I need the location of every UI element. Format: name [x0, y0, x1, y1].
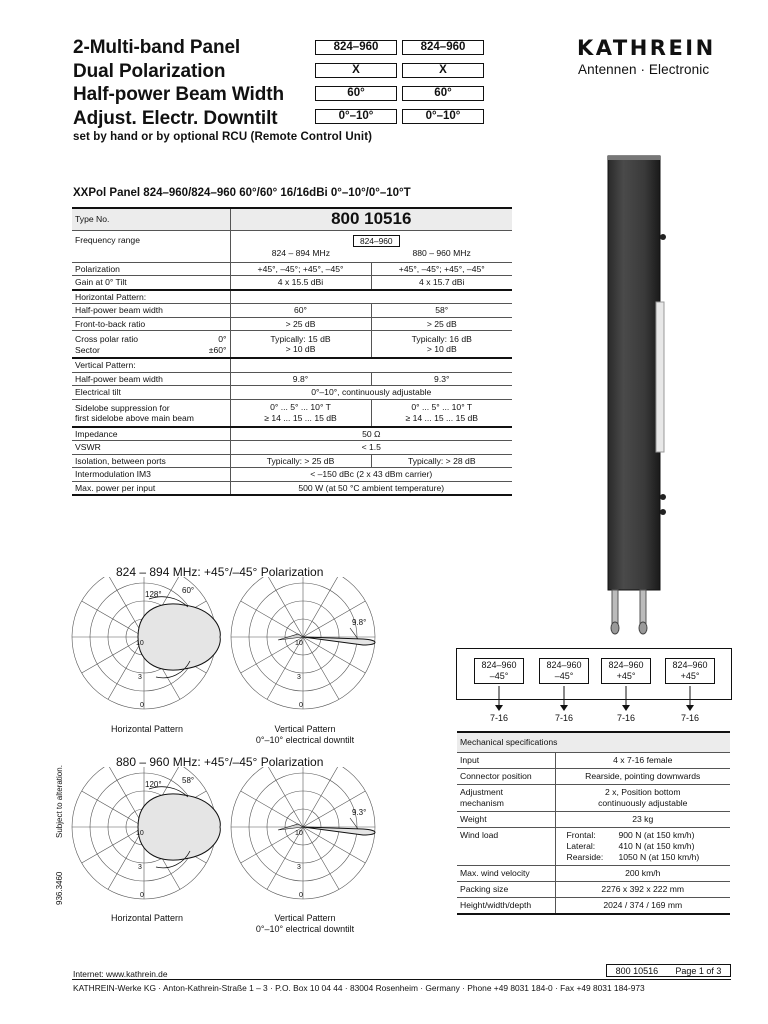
- polarization-value-1: X: [315, 63, 397, 78]
- vertical-hpbw-row: Half-power beam width 9.8° 9.3°: [72, 372, 512, 386]
- beamwidth-label: 60°: [182, 586, 195, 595]
- connector-box-1: 824–960 –45°: [474, 658, 524, 684]
- freq-left: 824 – 894 MHz: [271, 248, 331, 259]
- frequency-row: [72, 230, 512, 262]
- scale-label-1: 3: [138, 864, 142, 871]
- freq-box: 824–960: [353, 235, 400, 247]
- beamwidth-label: 9.8°: [352, 618, 367, 627]
- vertical-pattern-heading: Vertical Pattern:: [72, 358, 512, 372]
- connector-box-3: 824–960 +45°: [601, 658, 651, 684]
- footer-divider: [72, 979, 731, 980]
- title-downtilt: Adjust. Electr. Downtilt: [73, 107, 278, 129]
- subtitle: set by hand or by optional RCU (Remote Control Unit): [73, 131, 373, 143]
- electrical-tilt-row: Electrical tilt 0°–10°, continuously adjustable: [72, 386, 512, 400]
- product-line: XXPol Panel 824–960/824–960 60°/60° 16/16dBi 0°–10°/0°–10°T: [73, 187, 411, 199]
- pattern-heading-2: 880 – 960 MHz: +45°/–45° Polarization: [116, 755, 324, 769]
- vertical-pattern-2: [228, 767, 388, 912]
- freq-right: 880 – 960 MHz: [412, 248, 471, 259]
- page-number: Page 1 of 3: [675, 965, 722, 976]
- cross-polar-row: Cross polar ratio 0° Sector ±60° Typically: 15 dB > 10 dB Typically: 16 dB > 10 dB: [72, 331, 512, 359]
- gain-row: Gain at 0° Tilt 4 x 15.5 dBi 4 x 15.7 dBi: [72, 276, 512, 290]
- type-number: 800 10516: [230, 208, 512, 230]
- beamwidth-value-2: 60°: [402, 86, 484, 101]
- vertical-caption-2a: Vertical Pattern: [274, 913, 336, 923]
- intermodulation-row: Intermodulation IM3 < –150 dBc (2 x 43 dBm carrier): [72, 468, 512, 482]
- max-power-row: Max. power per input 500 W (at 50 °C ambient temperature): [72, 481, 512, 495]
- type-row: [72, 208, 512, 230]
- connector-type-1: 7-16: [489, 713, 508, 723]
- scale-label-2: 0: [299, 892, 303, 899]
- title-polarization: Dual Polarization: [73, 60, 226, 82]
- annotation-angle: 120°: [145, 780, 162, 789]
- scale-label-2: 0: [140, 892, 144, 899]
- horizontal-caption-2: Horizontal Pattern: [110, 913, 184, 923]
- beamwidth-value-1: 60°: [315, 86, 397, 101]
- scale-label-1: 3: [297, 674, 301, 681]
- front-to-back-row: Front-to-back ratio > 25 dB > 25 dB: [72, 317, 512, 331]
- vertical-caption-1a: Vertical Pattern: [274, 724, 336, 734]
- connector-box-4: 824–960 +45°: [665, 658, 715, 684]
- mechanical-title: Mechanical specifications: [457, 732, 730, 753]
- internet-link[interactable]: Internet: www.kathrein.de: [73, 969, 168, 979]
- subject-to-alteration-note: Subject to alteration.: [55, 765, 64, 838]
- page-box: [606, 964, 731, 977]
- vertical-pattern-1: [228, 577, 388, 722]
- scale-label-0: 10: [295, 640, 303, 647]
- hpbw-row: Half-power beam width 60° 58°: [72, 304, 512, 318]
- tagline: Antennen · Electronic: [578, 62, 710, 77]
- connector-box-2: 824–960 –45°: [539, 658, 589, 684]
- annotation-angle: 128°: [145, 590, 162, 599]
- connector-type-2: 7-16: [554, 713, 573, 723]
- band-value-1: 824–960: [315, 40, 397, 55]
- scale-label-0: 10: [136, 830, 144, 837]
- beamwidth-label: 58°: [182, 776, 195, 785]
- sidelobe-row: Sidelobe suppression for first sidelobe above main beam 0° ... 5° ... 10° T ≥ 14 ... 15 ... 15 dB 0° ... 5° ... 10° T ≥ 14 ... 15 ... 15 dB: [72, 399, 512, 427]
- doc-number: 800 10516: [615, 965, 659, 976]
- vertical-caption-2b: 0°–10° electrical downtilt: [255, 924, 355, 934]
- company-address: KATHREIN-Werke KG · Anton-Kathrein-Straße 1 – 3 · P.O. Box 10 04 44 · 83004 Rosenheim · Germany · Phone +49 8031 184-0 · Fax +49 8031 184-973: [73, 983, 645, 993]
- downtilt-value-1: 0°–10°: [315, 109, 397, 124]
- beamwidth-label: 9.3°: [352, 808, 367, 817]
- scale-label-1: 3: [297, 864, 301, 871]
- connector-type-4: 7-16: [680, 713, 699, 723]
- isolation-row: Isolation, between ports Typically: > 25 dB Typically: > 28 dB: [72, 454, 512, 468]
- pattern-heading-1: 824 – 894 MHz: +45°/–45° Polarization: [116, 565, 324, 579]
- horizontal-pattern-2: [69, 767, 229, 912]
- antenna-panel-illustration: [598, 152, 678, 644]
- impedance-row: Impedance 50 Ω: [72, 427, 512, 441]
- spec-table: [72, 207, 512, 496]
- mechanical-specs-table: Mechanical specifications Input 4 x 7-16 female Connector position Rearside, pointing downwards Adjustment mechanism 2 x, Position bottom continuously adjustable Weight 23 kg Wind load Frontal: 900 N (at 150 km/h) Lateral: 410 N (at 150 km/h) Rearside: 1050 N (at 150 km/h) Max. wind velocity 200 km/h Packing size 2276 x 392 x 222 mm Height/width/depth 2024 / 374 / 169 mm: [457, 731, 730, 915]
- polarization-row: Polarization +45°, –45°; +45°, –45° +45°, –45°; +45°, –45°: [72, 262, 512, 276]
- band-value-2: 824–960: [402, 40, 484, 55]
- title-beamwidth: Half-power Beam Width: [73, 84, 284, 105]
- kathrein-logo: KATHREIN: [577, 36, 716, 60]
- freq-label: Frequency range: [72, 230, 230, 262]
- connector-type-3: 7-16: [616, 713, 635, 723]
- polarization-value-2: X: [402, 63, 484, 78]
- scale-label-0: 10: [136, 640, 144, 647]
- horizontal-caption-1: Horizontal Pattern: [110, 724, 184, 734]
- document-code: 936.3460: [55, 871, 64, 905]
- horizontal-pattern-heading: Horizontal Pattern:: [72, 290, 512, 304]
- scale-label-1: 3: [138, 674, 142, 681]
- title-multiband: 2-Multi-band Panel: [73, 37, 241, 58]
- vertical-caption-1b: 0°–10° electrical downtilt: [255, 735, 355, 745]
- horizontal-pattern-1: [69, 577, 229, 722]
- scale-label-0: 10: [295, 830, 303, 837]
- vswr-row: VSWR < 1.5: [72, 441, 512, 455]
- scale-label-2: 0: [140, 702, 144, 709]
- downtilt-value-2: 0°–10°: [402, 109, 484, 124]
- type-label: Type No.: [72, 208, 230, 230]
- header-titles: [73, 36, 284, 130]
- scale-label-2: 0: [299, 702, 303, 709]
